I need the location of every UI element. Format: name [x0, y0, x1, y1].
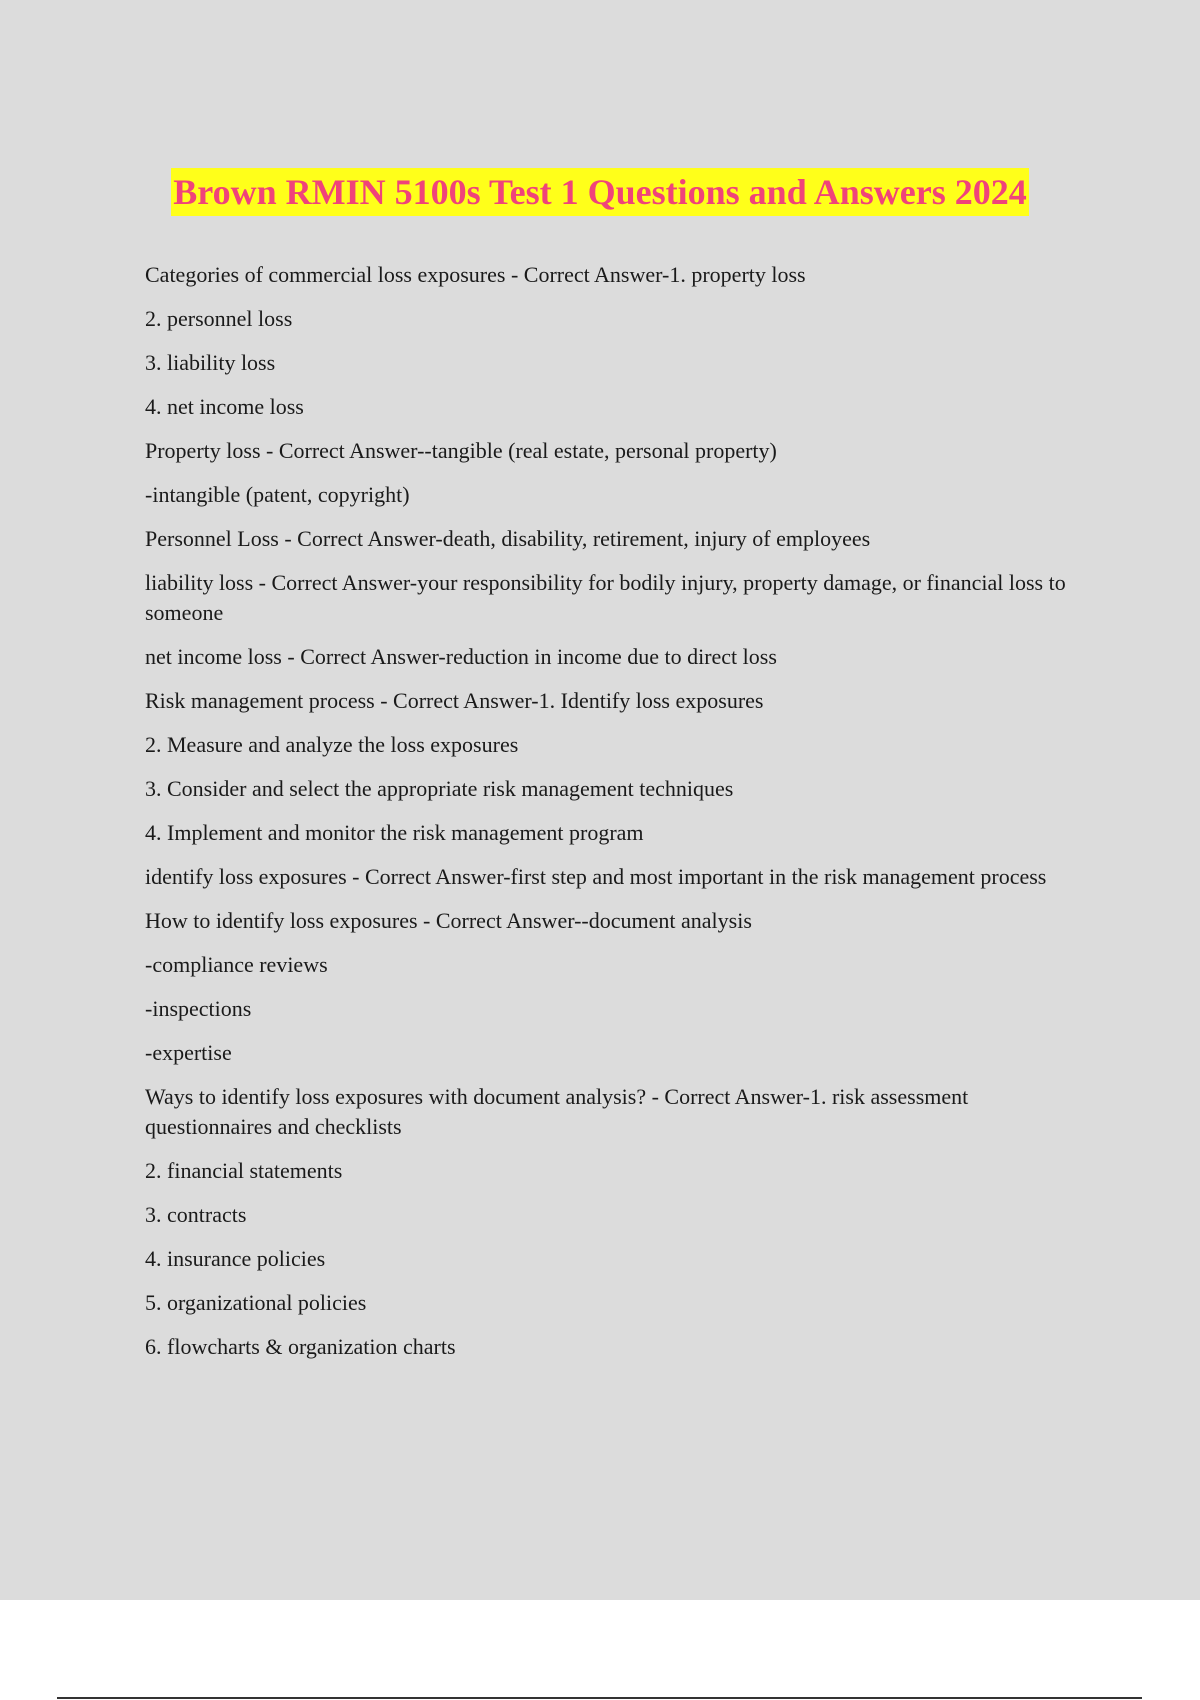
text-line: 4. insurance policies [145, 1246, 326, 1271]
text-line: 2. financial statements [145, 1158, 343, 1183]
text-line: Risk management process - Correct Answer-1. Identify loss exposures [145, 688, 764, 713]
title-wrap [0, 168, 1200, 216]
text-line: liability loss - Correct Answer-your responsibility for bodily injury, property damage, or financial loss to someone [145, 570, 1066, 625]
text-line: Personnel Loss - Correct Answer-death, disability, retirement, injury of employees [145, 526, 871, 551]
text-line: 2. Measure and analyze the loss exposures [145, 732, 519, 757]
footer-divider [57, 1697, 1142, 1699]
text-line: -compliance reviews [145, 952, 328, 977]
page-title: Brown RMIN 5100s Test 1 Questions and Answers 2024 [171, 168, 1028, 216]
text-line: Categories of commercial loss exposures - Correct Answer-1. property loss [145, 262, 806, 287]
text-line: 3. contracts [145, 1202, 247, 1227]
text-line: -expertise [145, 1040, 232, 1065]
text-line: Ways to identify loss exposures with document analysis? - Correct Answer-1. risk assessment questionnaires and checklists [145, 1084, 969, 1139]
text-line: -intangible (patent, copyright) [145, 482, 410, 507]
text-line: net income loss - Correct Answer-reduction in income due to direct loss [145, 644, 777, 669]
text-line: 5. organizational policies [145, 1290, 367, 1315]
text-line: 4. net income loss [145, 394, 304, 419]
text-line: 3. Consider and select the appropriate risk management techniques [145, 776, 734, 801]
text-line: Property loss - Correct Answer--tangible (real estate, personal property) [145, 438, 777, 463]
text-line: 6. flowcharts & organization charts [145, 1334, 456, 1359]
document-body [145, 260, 1075, 1362]
text-line: 4. Implement and monitor the risk management program [145, 820, 644, 845]
text-line: 3. liability loss [145, 350, 276, 375]
text-line: How to identify loss exposures - Correct Answer--document analysis [145, 908, 752, 933]
text-line: -inspections [145, 996, 252, 1021]
text-line: 2. personnel loss [145, 306, 293, 331]
text-line: identify loss exposures - Correct Answer-first step and most important in the risk management process [145, 864, 1047, 889]
